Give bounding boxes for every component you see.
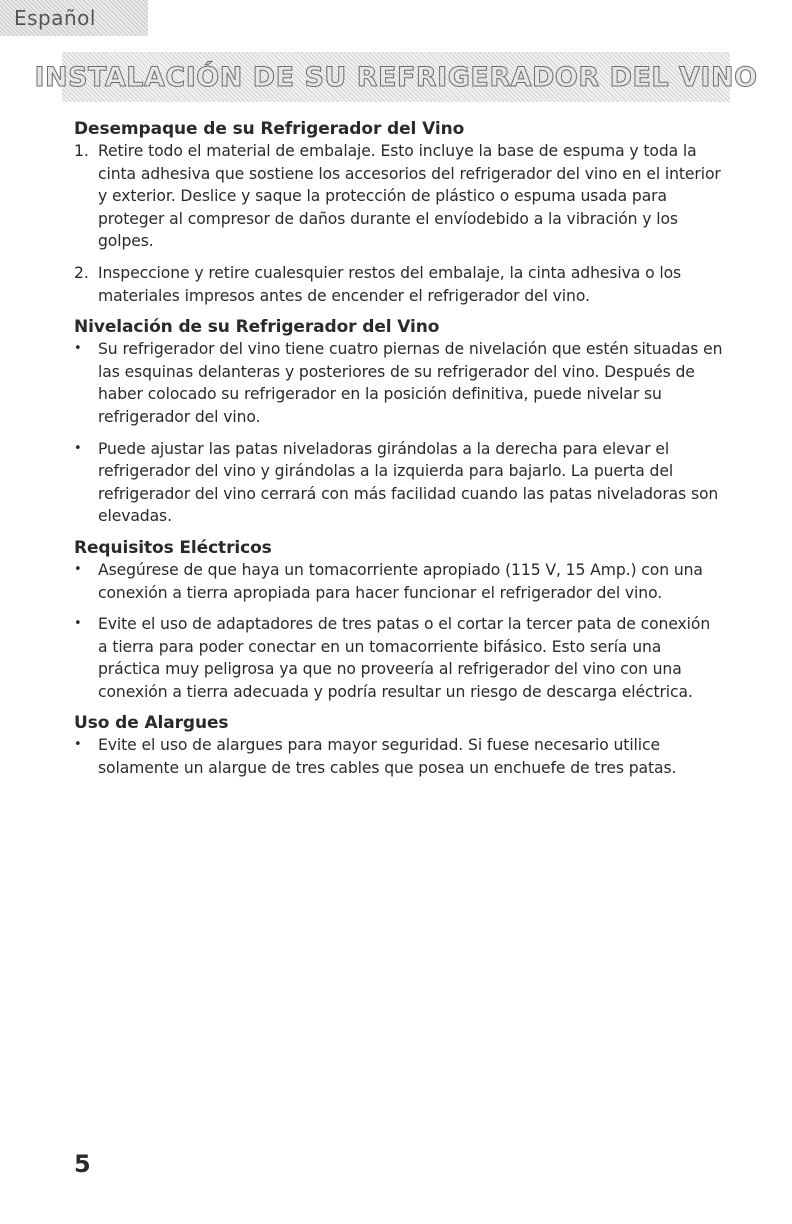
list-item xyxy=(74,262,724,307)
page-number: 5 xyxy=(74,1150,91,1178)
section-extension-cords xyxy=(74,712,724,779)
list-item-text: Retire todo el material de embalaje. Esto incluye la base de espuma y toda la cinta adhesiva que sostiene los accesorios del refrigerador del vino en el interior y exterior. Deslice y saque la protección de plástico o espuma usada para proteger al compresor de daños durante el envíodebido a la vibración y los golpes. xyxy=(98,142,721,251)
section-heading: Uso de Alargues xyxy=(74,713,229,734)
list-item xyxy=(74,140,724,253)
bullet-list xyxy=(74,559,724,704)
page-title: INSTALACIÓN DE SU REFRIGERADOR DEL VINO xyxy=(34,61,758,93)
list-item-text: Puede ajustar las patas niveladoras girándolas a la derecha para elevar el refrigerador del vino y girándolas a la izquierda para bajarlo. La puerta del refrigerador del vino cerrará con más facilidad cuando las patas niveladoras son elevadas. xyxy=(98,439,719,526)
list-item xyxy=(74,559,724,604)
list-item-text: Evite el uso de alargues para mayor seguridad. Si fuese necesario utilice solamente un alargue de tres cables que posea un enchuefe de tres patas. xyxy=(98,736,677,778)
bullet-icon: • xyxy=(74,440,82,456)
list-item xyxy=(74,338,724,428)
list-number: 2. xyxy=(74,263,89,282)
section-heading: Desempaque de su Refrigerador del Vino xyxy=(74,119,465,139)
section-leveling xyxy=(74,316,724,528)
main-content xyxy=(74,118,724,789)
section-unpacking xyxy=(74,118,724,307)
section-heading: Requisitos Eléctricos xyxy=(74,537,272,558)
bullet-list xyxy=(74,734,724,779)
numbered-list xyxy=(74,140,724,307)
list-item-text: Inspeccione y retire cualesquier restos del embalaje, la cinta adhesiva o los materiales impresos antes de encender el refrigerador del vino. xyxy=(98,263,682,305)
section-heading: Nivelación de su Refrigerador del Vino xyxy=(74,317,440,338)
title-banner xyxy=(34,52,758,102)
bullet-icon: • xyxy=(74,737,82,753)
section-electrical xyxy=(74,537,724,704)
list-item-text: Evite el uso de adaptadores de tres patas o el cortar la tercer pata de conexión a tierra para poder conectar en un tomacorriente bifásico. Esto sería una práctica muy peligrosa ya que no proveería al refrigerador del vino con una conexión a tierra adecuada y podría resultar un riesgo de descarga eléctrica. xyxy=(98,615,711,701)
list-item-text: Su refrigerador del vino tiene cuatro piernas de nivelación que estén situadas en las esquinas delanteras y posteriores de su refrigerador del vino. Después de haber colocado su refrigerador en la posición definitiva, puede nivelar su refrigerador del vino. xyxy=(98,340,723,426)
bullet-icon: • xyxy=(74,341,82,357)
list-item-text: Asegúrese de que haya un tomacorriente apropiado (115 V, 15 Amp.) con una conexión a tierra apropiada para hacer funcionar el refrigerador del vino. xyxy=(98,560,703,602)
list-item xyxy=(74,734,724,779)
list-number: 1. xyxy=(74,142,89,160)
language-tab: Español xyxy=(0,0,148,36)
bullet-list xyxy=(74,338,724,528)
bullet-icon: • xyxy=(74,616,82,632)
bullet-icon: • xyxy=(74,561,82,577)
list-item xyxy=(74,438,724,528)
list-item xyxy=(74,613,724,703)
